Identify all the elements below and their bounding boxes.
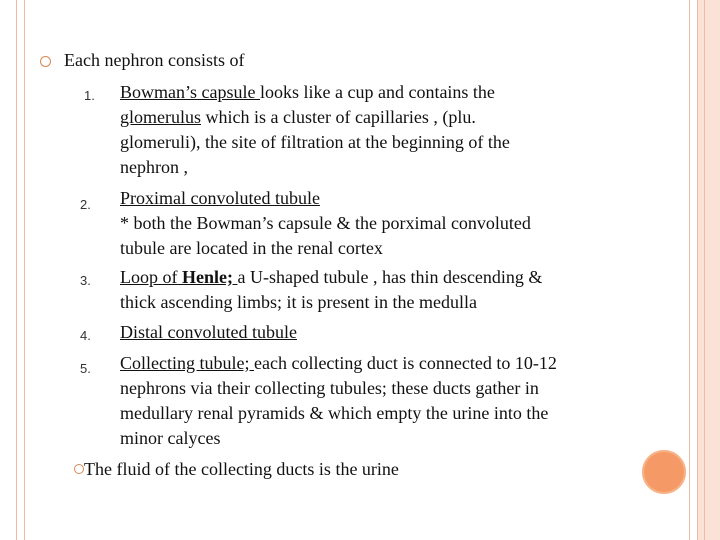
bullet-icon — [74, 464, 84, 474]
term-distal-tubule: Distal convoluted tubule — [120, 322, 297, 342]
item-5-line-1: Collecting tubule; each collecting duct is connected to 10-12 — [120, 353, 557, 373]
item-3-line-1: Loop of Henle; a U-shaped tubule , has thin descending & — [120, 267, 543, 287]
footer-text: The fluid of the collecting ducts is the urine — [84, 459, 399, 479]
item-5-line-4: minor calyces — [120, 428, 221, 448]
term-henle: Henle; — [182, 267, 238, 287]
item-1-line-4: nephron , — [120, 157, 188, 177]
term-bowmans-capsule: Bowman’s capsule — [120, 82, 260, 102]
item-2-line-3: tubule are located in the renal cortex — [120, 238, 383, 258]
item-5-line-3: medullary renal pyramids & which empty the urine into the — [120, 403, 549, 423]
term-collecting-tubule: Collecting tubule; — [120, 353, 254, 373]
item-1-line-1: Bowman’s capsule looks like a cup and contains the — [120, 82, 495, 102]
item-2-line-2: * both the Bowman’s capsule & the porximal convoluted — [120, 213, 531, 233]
term-glomerulus: glomerulus — [120, 107, 201, 127]
intro-text: Each nephron consists of — [64, 50, 245, 70]
item-number-1: 1. — [84, 88, 95, 103]
item-number-4: 4. — [80, 328, 91, 343]
item-1-line-2: glomerulus which is a cluster of capillaries , (plu. — [120, 107, 476, 127]
item-1-line-3: glomeruli), the site of filtration at the beginning of the — [120, 132, 510, 152]
bullet-icon — [40, 56, 51, 67]
item-3-line-2: thick ascending limbs; it is present in the medulla — [120, 292, 477, 312]
item-number-5: 5. — [80, 361, 91, 376]
item-number-2: 2. — [80, 197, 91, 212]
item-5-line-2: nephrons via their collecting tubules; these ducts gather in — [120, 378, 539, 398]
term-proximal-tubule: Proximal convoluted tubule — [120, 188, 320, 208]
item-number-3: 3. — [80, 273, 91, 288]
